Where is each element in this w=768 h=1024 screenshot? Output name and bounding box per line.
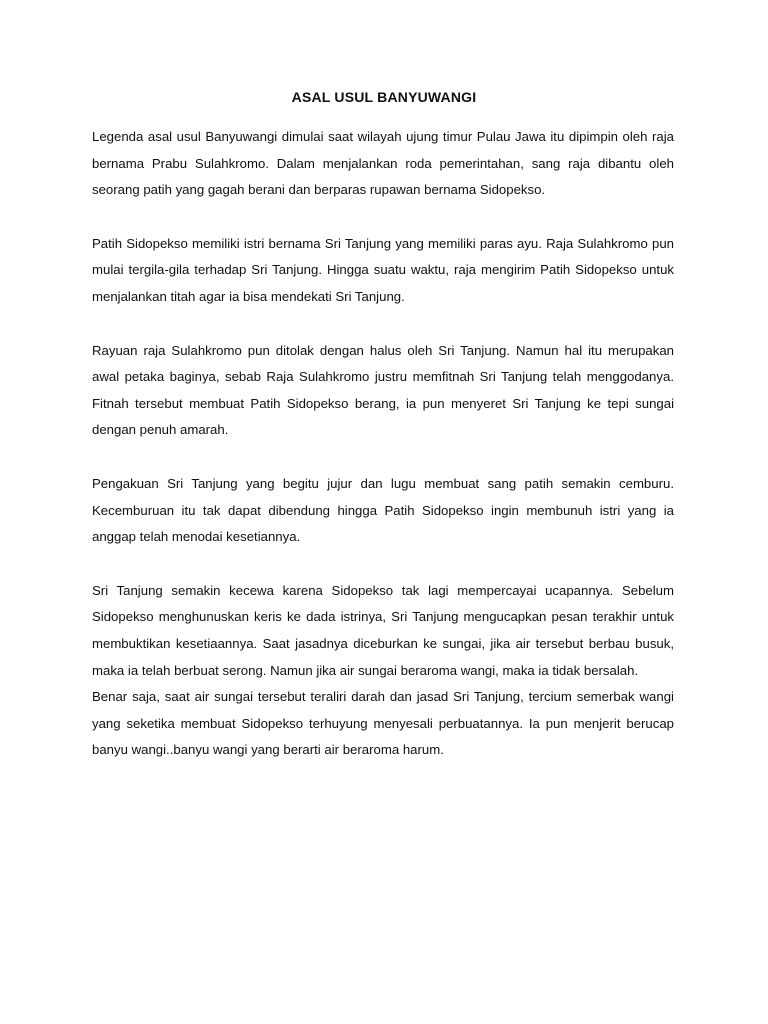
story-body — [92, 124, 674, 764]
page-title: ASAL USUL BANYUWANGI — [291, 89, 477, 105]
paragraph-3: Rayuan raja Sulahkromo pun ditolak dengan halus oleh Sri Tanjung. Namun hal itu merupakan awal petaka baginya, sebab Raja Sulahkromo justru memfitnah Sri Tanjung telah menggodanya. Fitnah tersebut membuat Patih Sidopekso berang, ia pun menyeret Sri Tanjung ke tepi sungai dengan penuh amarah. — [92, 342, 674, 438]
paragraph-4: Pengakuan Sri Tanjung yang begitu jujur dan lugu membuat sang patih semakin cemburu. Kecemburuan itu tak dapat dibendung hingga Patih Sidopekso ingin membunuh istri yang ia anggap telah menodai kesetiannya. — [92, 475, 674, 545]
paragraph-2: Patih Sidopekso memiliki istri bernama Sri Tanjung yang memiliki paras ayu. Raja Sulahkromo pun mulai tergila-gila terhadap Sri Tanjung. Hingga suatu waktu, raja mengirim Patih Sidopekso untuk menjalankan titah agar ia bisa mendekati Sri Tanjung. — [92, 235, 674, 304]
paragraph-1: Legenda asal usul Banyuwangi dimulai saat wilayah ujung timur Pulau Jawa itu dipimpin oleh raja bernama Prabu Sulahkromo. Dalam menjalankan roda pemerintahan, sang raja dibantu oleh seorang patih yang gagah berani dan berparas rupawan bernama Sidopekso. — [92, 129, 674, 198]
paragraph-5: Sri Tanjung semakin kecewa karena Sidopekso tak lagi mempercayai ucapannya. Sebelum Sidopekso menghunuskan keris ke dada istrinya, Sri Tanjung mengucapkan pesan terakhir untuk membuktikan kesetiaannya. Saat jasadnya diceburkan ke sungai, jika air tersebut berbau busuk, maka ia telah berbuat serong. Namun jika air sungai beraroma wangi, maka ia tidak bersalah. — [92, 582, 674, 678]
paragraph-6: Benar saja, saat air sungai tersebut teraliri darah dan jasad Sri Tanjung, tercium semerbak wangi yang seketika membuat Sidopekso terhuyung menyesali perbuatannya. Ia pun menjerit berucap banyu wangi..banyu wangi yang berarti air beraroma harum. — [92, 689, 674, 758]
